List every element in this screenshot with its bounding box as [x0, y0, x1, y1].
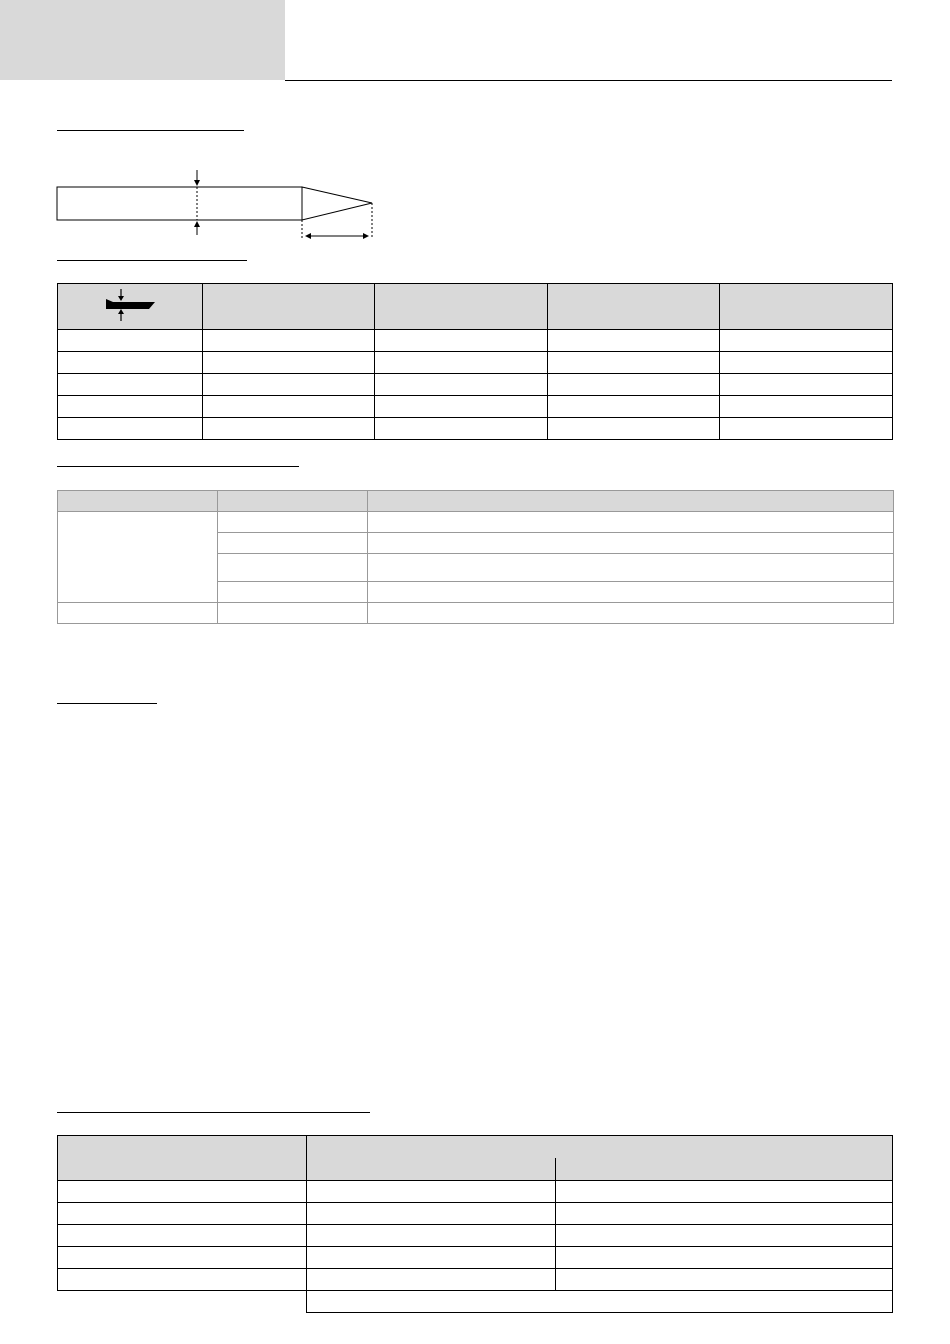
- table-cell: [307, 1269, 556, 1291]
- spec-table-3: [57, 1135, 893, 1313]
- table-row: [58, 1181, 893, 1203]
- header-cell: [218, 491, 368, 512]
- table-cell: [203, 374, 375, 396]
- table-header-row: [58, 284, 893, 330]
- table-row: [58, 1225, 893, 1247]
- table-cell: [375, 352, 548, 374]
- header-split-line: [555, 1158, 556, 1181]
- table-cell: [307, 1203, 556, 1225]
- table-cell: [203, 352, 375, 374]
- table-cell: [375, 330, 548, 352]
- table-cell: [218, 582, 368, 603]
- table-cell: [218, 554, 368, 582]
- table-cell: [720, 330, 893, 352]
- tip-length-arrow-right-head: [363, 233, 369, 239]
- header-cell: [307, 1136, 893, 1181]
- table-cell: [368, 512, 894, 533]
- table-header-row: [58, 491, 894, 512]
- table-cell: [556, 1181, 893, 1203]
- table-cell: [375, 374, 548, 396]
- table-cell: [58, 330, 203, 352]
- table-cell: [218, 512, 368, 533]
- section-title-underline: [57, 703, 157, 704]
- table-cell: [58, 1247, 307, 1269]
- table-cell: [58, 1269, 307, 1291]
- shank-body: [57, 187, 302, 220]
- table-cell: [556, 1225, 893, 1247]
- table-cell: [375, 418, 548, 440]
- table-row: [58, 330, 893, 352]
- table-row: [58, 512, 894, 533]
- thickness-header-cell: [58, 284, 203, 330]
- table-row: [58, 1247, 893, 1269]
- table-cell: [548, 374, 720, 396]
- table-cell: [218, 603, 368, 624]
- table-cell: [203, 418, 375, 440]
- table-cell: [203, 396, 375, 418]
- table-cell: [368, 582, 894, 603]
- table-cell: [548, 418, 720, 440]
- table-header-row: [58, 1136, 893, 1181]
- table-cell: [720, 352, 893, 374]
- header-cell: [720, 284, 893, 330]
- table-cell: [556, 1203, 893, 1225]
- table-cell: [58, 1225, 307, 1247]
- header-block: [0, 0, 285, 80]
- table-row: [58, 374, 893, 396]
- table-cell: [548, 396, 720, 418]
- table-cell: [368, 603, 894, 624]
- table-cell: [720, 418, 893, 440]
- table-cell: [218, 533, 368, 554]
- table-cell: [58, 1181, 307, 1203]
- header-cell: [203, 284, 375, 330]
- table-row: [58, 1269, 893, 1291]
- table-cell: [58, 396, 203, 418]
- table-footer-row: [58, 1291, 893, 1313]
- header-cell: [548, 284, 720, 330]
- table-cell: [58, 603, 218, 624]
- tip-length-arrow-left-head: [305, 233, 311, 239]
- table-cell: [307, 1247, 556, 1269]
- section-title-underline: [57, 1112, 370, 1113]
- table-cell: [556, 1269, 893, 1291]
- table-cell: [720, 396, 893, 418]
- tip-cone: [302, 187, 372, 220]
- empty-cell: [58, 1291, 307, 1313]
- table-cell: [58, 374, 203, 396]
- section-title-underline: [57, 260, 247, 261]
- table-cell: [58, 352, 203, 374]
- merged-group-cell: [58, 512, 218, 603]
- tip-geometry-diagram: [55, 165, 385, 245]
- header-rule: [285, 80, 892, 81]
- table-cell: [548, 330, 720, 352]
- bottom-arrow-head: [194, 221, 200, 227]
- table-row: [58, 396, 893, 418]
- table-row: [58, 418, 893, 440]
- table-cell: [368, 533, 894, 554]
- table-cell: [58, 1203, 307, 1225]
- header-cell: [368, 491, 894, 512]
- table-cell: [203, 330, 375, 352]
- header-cell: [375, 284, 548, 330]
- table-row: [58, 603, 894, 624]
- table-cell: [720, 374, 893, 396]
- header-cell: [58, 491, 218, 512]
- section-title-underline: [57, 466, 299, 467]
- spec-table-2: [57, 490, 894, 624]
- spec-table-1: [57, 283, 893, 440]
- section-title-underline: [57, 130, 244, 131]
- table-cell: [548, 352, 720, 374]
- thickness-indicator-icon: [105, 289, 155, 321]
- table-cell: [368, 554, 894, 582]
- footer-cell: [307, 1291, 893, 1313]
- table-row: [58, 352, 893, 374]
- table-cell: [307, 1181, 556, 1203]
- header-cell: [58, 1136, 307, 1181]
- table-cell: [375, 396, 548, 418]
- table-cell: [556, 1247, 893, 1269]
- table-row: [58, 1203, 893, 1225]
- table-cell: [307, 1225, 556, 1247]
- table-cell: [58, 418, 203, 440]
- top-arrow-head: [194, 180, 200, 186]
